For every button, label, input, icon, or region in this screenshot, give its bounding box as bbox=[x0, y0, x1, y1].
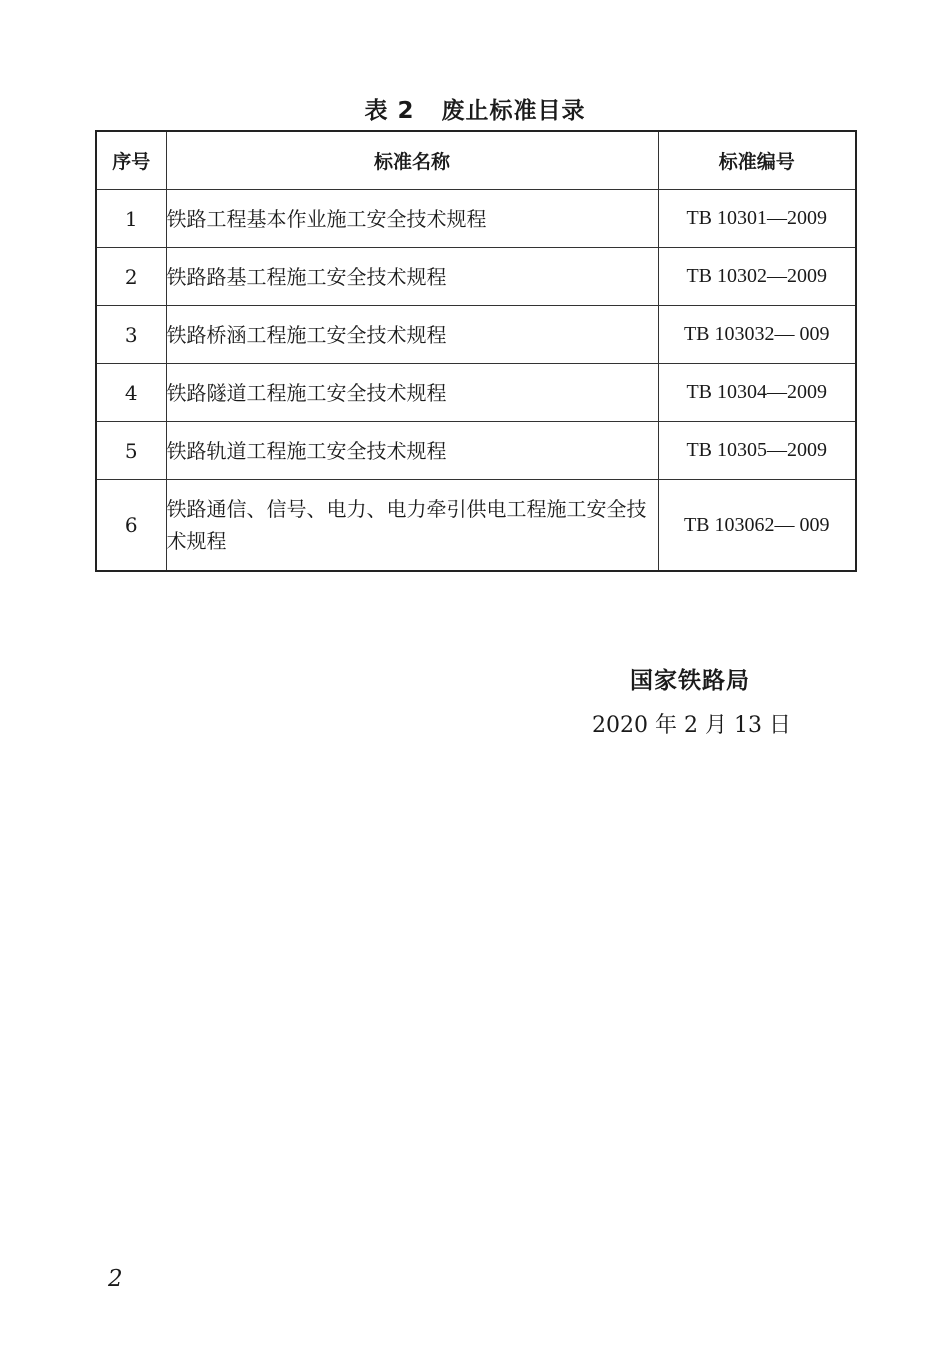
row-index: 3 bbox=[96, 306, 166, 364]
table-row bbox=[96, 422, 856, 480]
row-index: 4 bbox=[96, 364, 166, 422]
row-standard-code: TB 10305—2009 bbox=[658, 422, 856, 480]
issuer-name: 国家铁路局 bbox=[630, 668, 750, 694]
row-standard-code: TB 10304—2009 bbox=[658, 364, 856, 422]
table-header-row bbox=[96, 131, 856, 190]
header-index: 序号 bbox=[96, 131, 166, 190]
row-standard-code: TB 103032— 009 bbox=[658, 306, 856, 364]
table-row bbox=[96, 306, 856, 364]
table-row bbox=[96, 480, 856, 572]
row-standard-name: 铁路隧道工程施工安全技术规程 bbox=[166, 364, 658, 422]
issue-date: 2020 年 2 月 13 日 bbox=[592, 713, 791, 738]
row-index: 5 bbox=[96, 422, 166, 480]
row-standard-name: 铁路工程基本作业施工安全技术规程 bbox=[166, 190, 658, 248]
header-standard-code: 标准编号 bbox=[658, 131, 856, 190]
row-standard-name: 铁路通信、信号、电力、电力牵引供电工程施工安全技术规程 bbox=[166, 480, 658, 572]
row-standard-name: 铁路桥涵工程施工安全技术规程 bbox=[166, 306, 658, 364]
row-index: 1 bbox=[96, 190, 166, 248]
table-row bbox=[96, 248, 856, 306]
row-standard-name: 铁路路基工程施工安全技术规程 bbox=[166, 248, 658, 306]
table-title: 表 2 废止标准目录 bbox=[364, 98, 586, 124]
table-row bbox=[96, 364, 856, 422]
abolished-standards-table bbox=[95, 130, 857, 572]
header-standard-name: 标准名称 bbox=[166, 131, 658, 190]
row-index: 2 bbox=[96, 248, 166, 306]
page-number: 2 bbox=[108, 1266, 123, 1292]
row-standard-name: 铁路轨道工程施工安全技术规程 bbox=[166, 422, 658, 480]
row-standard-code: TB 103062— 009 bbox=[658, 480, 856, 572]
row-index: 6 bbox=[96, 480, 166, 572]
row-standard-code: TB 10302—2009 bbox=[658, 248, 856, 306]
table-row bbox=[96, 190, 856, 248]
row-standard-code: TB 10301—2009 bbox=[658, 190, 856, 248]
